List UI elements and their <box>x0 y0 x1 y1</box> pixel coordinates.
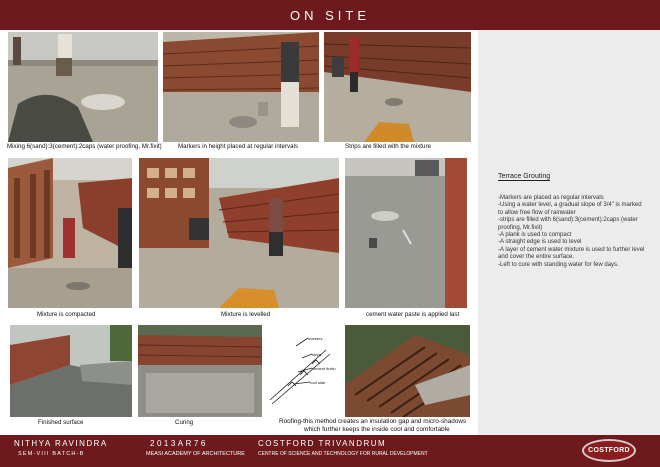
step-item: -A layer of cement water mixture is used to further level and cover the entire surface. <box>498 246 645 261</box>
photo-caption: Strips are filled with the mixture <box>345 143 431 150</box>
step-item: -Markers are placed as regular intervals <box>498 195 604 201</box>
semester: SEM-VIII BATCH-B <box>18 451 85 457</box>
step-item: -strips are filled with 6(sand):3(cement):2caps (water proofing, Mr.fixit) <box>498 217 638 231</box>
steps-list <box>498 195 648 269</box>
photo-caption: Mixture is compacted <box>37 311 96 318</box>
step-item: -A plank is used to compact <box>498 232 572 239</box>
photo-compacted <box>8 158 132 308</box>
diagram-caption: which further keeps the inside cool and comfortable <box>304 426 450 433</box>
diagram-caption: Roofing-this method creates an insulation gap and micro-shadows <box>279 418 467 425</box>
photo-caption: Mixing 6(sand):3(cement):2caps (water proofing, Mr.fixit) <box>7 143 162 150</box>
step-item: -Using a water level, a gradual slope of 3/4" is marked to allow free flow of rainwater <box>498 202 642 216</box>
photo-cement-paste <box>345 158 467 308</box>
step-item: -Left to cure with standing water for few days. <box>498 261 619 268</box>
photo-caption: Curing <box>175 419 194 426</box>
photo-curing <box>138 325 262 417</box>
photo-caption: Finished surface <box>38 419 84 426</box>
costford-logo: COSTFORD <box>582 439 636 462</box>
organisation-name: COSTFORD TRIVANDRUM <box>258 439 387 448</box>
author-name: NITHYA RAVINDRA <box>14 439 108 448</box>
photo-levelled <box>139 158 339 308</box>
organisation-subtitle: CENTRE OF SCIENCE AND TECHNOLOGY FOR RURAL DEVELOPMENT <box>258 451 428 457</box>
diagram-label: roof slab <box>310 380 326 385</box>
photo-mixing <box>8 32 158 142</box>
photo-strips <box>324 32 471 142</box>
page-title: ON SITE <box>0 0 660 30</box>
photo-roof-tiles <box>345 325 470 417</box>
academy-name: MEASI ACADEMY OF ARCHITECTURE <box>146 451 245 457</box>
photo-finished <box>10 325 132 417</box>
photo-markers <box>163 32 319 142</box>
step-item: -A straight edge is used to level <box>498 239 582 246</box>
diagram-label: strips <box>312 352 322 357</box>
roll-number: 2013AR76 <box>150 439 208 448</box>
diagram-label: markers <box>308 336 323 341</box>
roof-section-diagram <box>268 328 338 408</box>
diagram-label: cement finish <box>312 366 336 371</box>
photo-caption: cement water paste is applied last <box>366 311 460 318</box>
panel-title: Terrace Grouting <box>498 173 551 180</box>
photo-caption: Mixture is levelled <box>221 311 271 318</box>
photo-caption: Markers in height placed at regular intervals <box>178 143 299 150</box>
